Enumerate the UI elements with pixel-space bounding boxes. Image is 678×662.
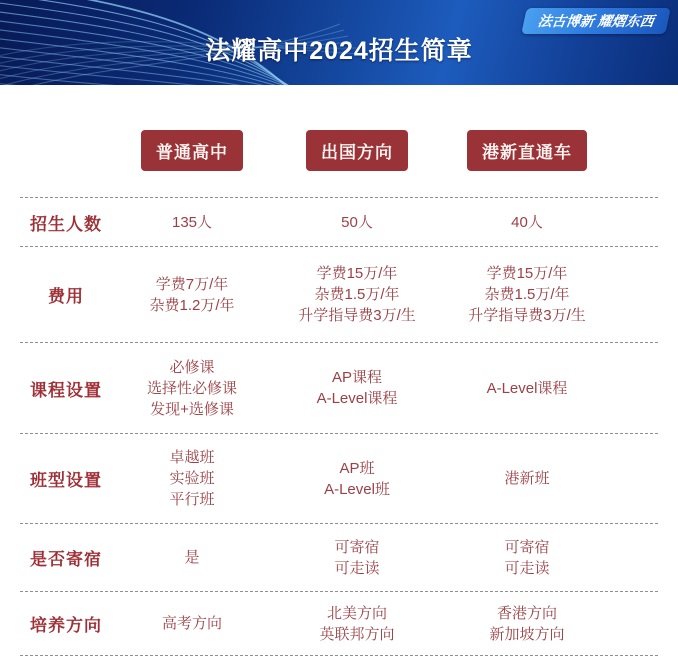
- comparison-table: [20, 197, 658, 656]
- column-header-hk-sg-track: 港新直通车: [467, 130, 587, 171]
- cell: [272, 367, 442, 409]
- cell-line: 40人: [511, 213, 543, 231]
- column-header-regular-track: 普通高中: [141, 130, 243, 171]
- cell: [272, 212, 442, 233]
- cell: [272, 263, 442, 326]
- row-label: 培养方向: [30, 616, 102, 635]
- row-label: 费用: [48, 287, 84, 306]
- cell-line: 可寄宿: [334, 538, 380, 556]
- cell-line: 高考方向: [161, 615, 222, 632]
- cell-line: AP班: [339, 459, 375, 477]
- cell: [112, 357, 272, 420]
- cell-line: 必修课: [169, 358, 215, 376]
- cell: [442, 378, 612, 399]
- cell-line: 135人: [171, 213, 213, 231]
- row-label: 课程设置: [30, 380, 102, 400]
- row-direction: [20, 591, 658, 656]
- cell-line: 杂费1.5万/年: [484, 286, 570, 303]
- cell-line: 杂费1.2万/年: [149, 296, 235, 314]
- cell-line: 英联邦方向: [319, 625, 395, 643]
- row-fees: [20, 246, 658, 342]
- row-enrollment: [20, 197, 658, 246]
- cell: [112, 447, 272, 510]
- cell: [442, 603, 612, 645]
- page-title: 法耀高中2024招生简章: [205, 37, 473, 65]
- cell-line: 香港方向: [496, 604, 557, 622]
- cell: [442, 537, 612, 579]
- cell-line: A-Level课程: [486, 379, 568, 397]
- cell-line: A-Level班: [324, 480, 390, 498]
- row-label: 班型设置: [30, 471, 102, 490]
- cell-line: 选择性必修课: [146, 379, 237, 397]
- cell: [272, 603, 442, 645]
- cell-line: 港新班: [504, 470, 550, 487]
- cell-line: 平行班: [169, 491, 215, 508]
- slogan-badge-text: 法古博新 耀熠东西: [536, 13, 656, 29]
- cell-line: 学费15万/年: [316, 265, 398, 282]
- cell-line: 杂费1.5万/年: [314, 286, 400, 303]
- cell-line: 学费7万/年: [155, 275, 229, 293]
- row-label: 是否寄宿: [30, 550, 102, 569]
- cell: [442, 212, 612, 233]
- cell: [442, 468, 612, 489]
- column-header-row: [20, 130, 658, 171]
- row-class-types: [20, 433, 658, 523]
- cell: [272, 458, 442, 500]
- row-courses: [20, 342, 658, 433]
- cell-line: 可寄宿: [504, 538, 550, 556]
- cell: [442, 263, 612, 326]
- cell: [112, 547, 272, 568]
- cell: [112, 613, 272, 634]
- cell-line: 可走读: [504, 559, 550, 577]
- cell-line: 学费15万/年: [486, 265, 568, 282]
- cell-line: A-Level课程: [316, 390, 398, 407]
- column-header-abroad-track: 出国方向: [306, 130, 408, 171]
- cell-line: AP课程: [331, 369, 382, 386]
- cell: [112, 212, 272, 233]
- row-boarding: [20, 523, 658, 591]
- cell-line: 升学指导费3万/生: [468, 307, 586, 324]
- cell: [112, 274, 272, 316]
- cell-line: 是: [184, 549, 200, 566]
- cell-line: 卓越班: [169, 449, 215, 466]
- row-label: 招生人数: [30, 214, 102, 234]
- cell: [272, 537, 442, 579]
- cell-line: 发现+选修课: [150, 400, 234, 418]
- cell-line: 新加坡方向: [489, 625, 565, 643]
- cell-line: 可走读: [334, 559, 380, 577]
- cell-line: 北美方向: [326, 604, 387, 622]
- cell-line: 50人: [341, 213, 373, 231]
- header-banner: [0, 0, 678, 85]
- cell-line: 实验班: [169, 470, 215, 487]
- cell-line: 升学指导费3万/生: [298, 307, 416, 324]
